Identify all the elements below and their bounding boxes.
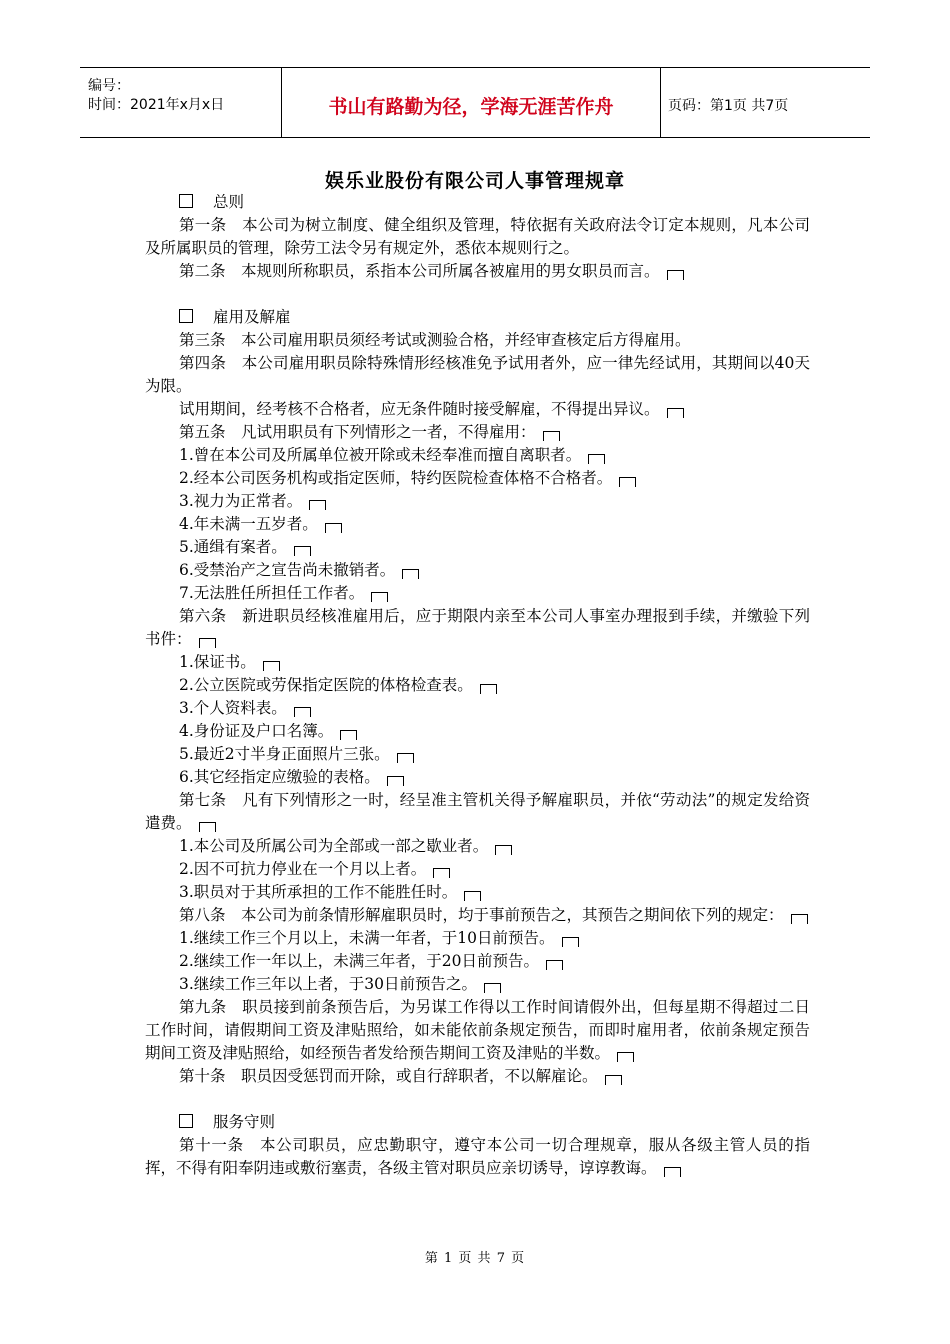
header-motto-cell: [281, 68, 661, 137]
paragraph-mark-icon: [199, 638, 216, 648]
paragraph-mark-icon: [340, 730, 357, 740]
page-info: 页码：第1页 共7页: [668, 98, 789, 114]
paragraph-mark-icon: [294, 707, 311, 717]
date-label: 时间：2021年x月x日: [88, 97, 225, 113]
paragraph-mark-icon: [371, 592, 388, 602]
number-label: 编号：: [88, 78, 130, 94]
paragraph-mark-icon: [309, 500, 326, 510]
section-heading: 服务守则: [145, 1111, 810, 1134]
list-item: 2.因不可抗力停业在一个月以上者。: [145, 858, 810, 881]
section-heading: 雇用及解雇: [145, 306, 810, 329]
paragraph-mark-icon: [294, 546, 311, 556]
paragraph-mark-icon: [263, 661, 280, 671]
list-item: 3.视力为正常者。: [145, 490, 810, 513]
paragraph-mark-icon: [619, 477, 636, 487]
article-2: 第二条 本规则所称职员，系指本公司所属各被雇用的男女职员而言。: [145, 260, 810, 283]
list-item: 2.经本公司医务机构或指定医师，特约医院检查体格不合格者。: [145, 467, 810, 490]
paragraph-mark-icon: [588, 454, 605, 464]
paragraph-mark-icon: [495, 845, 512, 855]
article-3: 第三条 本公司雇用职员须经考试或测验合格，并经审查核定后方得雇用。: [179, 331, 691, 349]
list-item: 6.受禁治产之宣告尚未撤销者。: [145, 559, 810, 582]
paragraph-mark-icon: [397, 753, 414, 763]
paragraph-mark-icon: [325, 523, 342, 533]
list-item: 6.其它经指定应缴验的表格。: [145, 766, 810, 789]
list-item: 7.无法胜任所担任工作者。: [145, 582, 810, 605]
document-title: 娱乐业股份有限公司人事管理规章: [324, 170, 625, 192]
list-item: 1.曾在本公司及所属单位被开除或未经奉准而擅自离职者。: [145, 444, 810, 467]
list-item: 1.继续工作三个月以上，未满一年者，于10日前预告。: [145, 927, 810, 950]
list-item: 3.职员对于其所承担的工作不能胜任时。: [145, 881, 810, 904]
checkbox-icon: [179, 194, 193, 208]
list-item: 3.继续工作三年以上者，于30日前预告之。: [145, 973, 810, 996]
article-10: 第十条 职员因受惩罚而开除，或自行辞职者，不以解雇论。: [145, 1065, 810, 1088]
list-item: 2.继续工作一年以上，未满三年者，于20日前预告。: [145, 950, 810, 973]
motto-text: 书山有路勤为径，学海无涯苦作舟: [328, 96, 614, 118]
list-item: 3.个人资料表。: [145, 697, 810, 720]
page-footer: 第 1 页 共 7 页: [424, 1251, 526, 1266]
page-header: [80, 67, 870, 138]
article-7: 第七条 凡有下列情形之一时，经呈准主管机关得予解雇职员，并依“劳动法”的规定发给资遣费。: [145, 791, 810, 832]
section-heading: 总则: [145, 191, 810, 214]
paragraph-mark-icon: [543, 431, 560, 441]
document-body: [145, 191, 810, 1180]
article-6: 第六条 新进职员经核准雇用后，应于期限内亲至本公司人事室办理报到手续，并缴验下列书件：: [145, 607, 810, 648]
paragraph-mark-icon: [667, 408, 684, 418]
article-4: 第四条 本公司雇用职员除特殊情形经核准免予试用者外，应一律先经试用，其期间以40天为限。: [145, 354, 810, 395]
paragraph-mark-icon: [546, 960, 563, 970]
list-item: 1.保证书。: [145, 651, 810, 674]
paragraph-mark-icon: [433, 868, 450, 878]
list-item: 2.公立医院或劳保指定医院的体格检查表。: [145, 674, 810, 697]
article-4-note: 试用期间，经考核不合格者，应无条件随时接受解雇，不得提出异议。: [145, 398, 810, 421]
paragraph-mark-icon: [667, 270, 684, 280]
checkbox-icon: [179, 309, 193, 323]
paragraph-mark-icon: [617, 1052, 634, 1062]
article-11: 第十一条 本公司职员，应忠勤职守，遵守本公司一切合理规章，服从各级主管人员的指挥，不得有阳奉阴违或敷衍塞责，各级主管对职员应亲切诱导，谆谆教诲。: [145, 1136, 810, 1177]
paragraph-mark-icon: [791, 914, 808, 924]
list-item: 5.最近2寸半身正面照片三张。: [145, 743, 810, 766]
list-item: 1.本公司及所属公司为全部或一部之歇业者。: [145, 835, 810, 858]
article-1: 第一条 本公司为树立制度、健全组织及管理，特依据有关政府法令订定本规则，凡本公司及所属职员的管理，除劳工法令另有规定外，悉依本规则行之。: [145, 216, 810, 257]
paragraph-mark-icon: [402, 569, 419, 579]
paragraph-mark-icon: [605, 1075, 622, 1085]
header-right-cell: [660, 68, 870, 137]
header-left-cell: [80, 68, 281, 137]
list-item: 5.通缉有案者。: [145, 536, 810, 559]
paragraph-mark-icon: [387, 776, 404, 786]
list-item: 4.身份证及户口名簿。: [145, 720, 810, 743]
paragraph-mark-icon: [480, 684, 497, 694]
checkbox-icon: [179, 1114, 193, 1128]
paragraph-mark-icon: [464, 891, 481, 901]
article-8: 第八条 本公司为前条情形解雇职员时，均于事前预告之，其预告之期间依下列的规定：: [145, 904, 810, 927]
paragraph-mark-icon: [484, 983, 501, 993]
paragraph-mark-icon: [664, 1167, 681, 1177]
article-5: 第五条 凡试用职员有下列情形之一者，不得雇用：: [145, 421, 810, 444]
article-9: 第九条 职员接到前条预告后，为另谋工作得以工作时间请假外出，但每星期不得超过二日工作时间，请假期间工资及津贴照给，如未能依前条规定预告，而即时雇用者，依前条规定预告期间工资及津贴照给，如经预告者发给预告期间工资及津贴的半数。: [145, 998, 810, 1062]
list-item: 4.年未满一五岁者。: [145, 513, 810, 536]
paragraph-mark-icon: [562, 937, 579, 947]
paragraph-mark-icon: [199, 822, 216, 832]
